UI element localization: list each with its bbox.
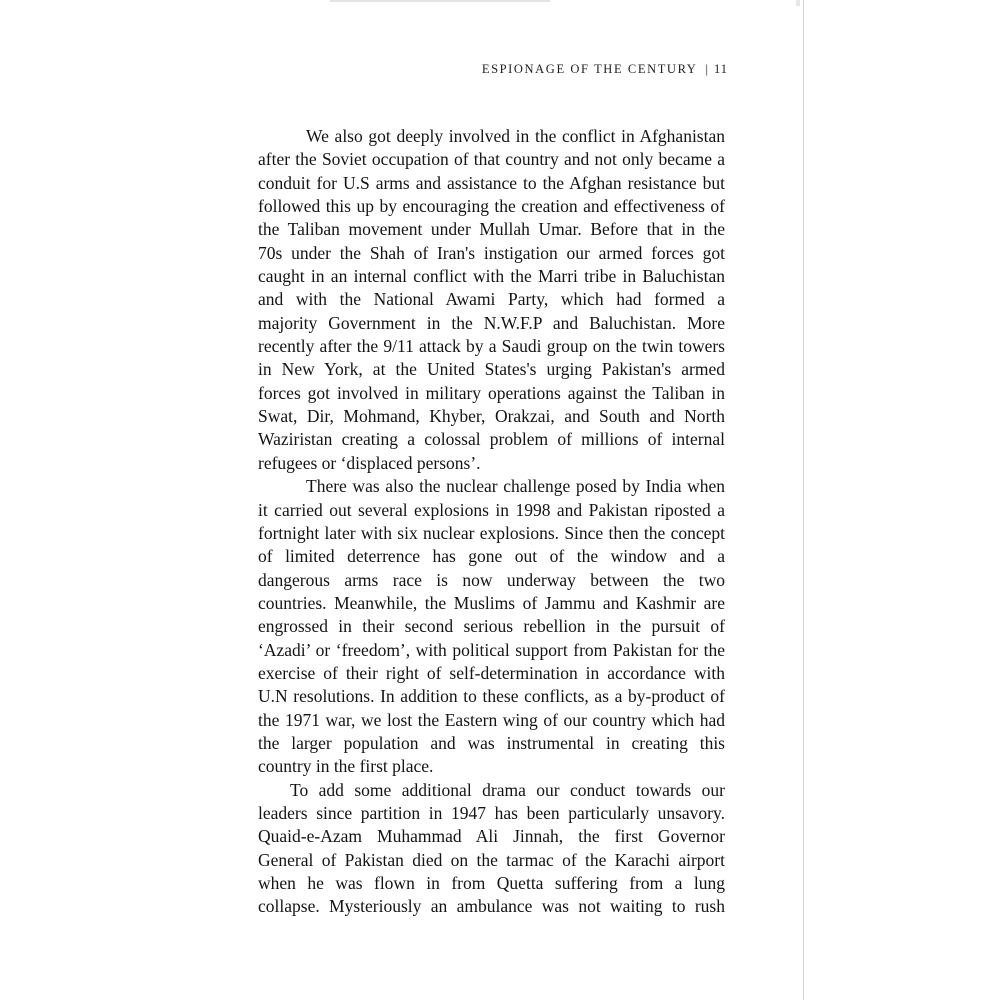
- paragraph-3-line: To add some additional drama our conduct towards our: [290, 779, 725, 800]
- paragraph-1-line: forces got involved in military operations against the Taliban in: [258, 382, 725, 403]
- paragraph-2-line: countries. Meanwhile, the Muslims of Jammu and Kashmir are: [258, 592, 725, 613]
- paragraph-1-line: majority Government in the N.W.F.P and Baluchistan. More: [258, 312, 725, 333]
- top-edge-rule: [330, 0, 550, 2]
- scan-corner-mark: [796, 0, 800, 6]
- paragraph-1-line: caught in an internal conflict with the Marri tribe in Baluchistan: [258, 266, 725, 287]
- paragraph-1-line: recently after the 9/11 attack by a Saudi group on the twin towers: [258, 336, 725, 357]
- paragraph-2-line: dangerous arms race is now underway between the two: [258, 569, 725, 590]
- paragraph-1-line: in New York, at the United States's urging Pakistan's armed: [258, 359, 725, 380]
- paragraph-1-line: after the Soviet occupation of that country and not only became a: [258, 149, 725, 170]
- paragraph-2-line: ‘Azadi’ or ‘freedom’, with political support from Pakistan for the: [258, 639, 725, 660]
- paragraph-1-line: conduit for U.S arms and assistance to the Afghan resistance but: [258, 172, 725, 193]
- body-text: [258, 125, 725, 919]
- paragraph-1-line: Waziristan creating a colossal problem of millions of internal: [258, 429, 725, 450]
- paragraph-2-line: the 1971 war, we lost the Eastern wing of our country which had: [258, 709, 725, 730]
- paragraph-2-line: exercise of their right of self-determination in accordance with: [258, 662, 725, 683]
- running-header-title: ESPIONAGE OF THE CENTURY: [481, 62, 698, 76]
- paragraph-2-line: the larger population and was instrumental in creating this: [258, 732, 725, 753]
- paragraph-3-line: leaders since partition in 1947 has been particularly unsavory.: [258, 802, 725, 823]
- running-header: [482, 62, 728, 77]
- paragraph-2-line: There was also the nuclear challenge posed by India when: [306, 476, 725, 497]
- page-edge-line: [803, 0, 804, 1000]
- paragraph-1-line: We also got deeply involved in the conflict in Afghanistan: [306, 126, 725, 146]
- paragraph-3-line: collapse. Mysteriously an ambulance was not waiting to rush: [258, 896, 725, 917]
- paragraph-2-line: fortnight later with six nuclear explosions. Since then the concept: [258, 522, 725, 543]
- paragraph-1-line: 70s under the Shah of Iran's instigation our armed forces got: [258, 242, 725, 263]
- paragraph-2-line: U.N resolutions. In addition to these conflicts, as a by-product of: [258, 686, 725, 707]
- page-number: 11: [713, 62, 728, 76]
- paragraph-2-line: engrossed in their second serious rebellion in the pursuit of: [258, 616, 725, 637]
- paragraph-1-line: and with the National Awami Party, which had formed a: [258, 289, 725, 310]
- paragraph-2-line: country in the first place.: [258, 756, 434, 777]
- paragraph-1-line: the Taliban movement under Mullah Umar. Before that in the: [258, 219, 725, 240]
- paragraph-1-line: followed this up by encouraging the creation and effectiveness of: [258, 196, 725, 217]
- paragraph-3-line: General of Pakistan died on the tarmac of the Karachi airport: [258, 849, 725, 870]
- paragraph-1-line: refugees or ‘displaced persons’.: [258, 452, 481, 473]
- paragraph-3-line: when he was flown in from Quetta suffering from a lung: [258, 873, 725, 893]
- running-header-separator: |: [705, 62, 708, 76]
- paragraph-2-line: of limited deterrence has gone out of the window and a: [258, 546, 725, 567]
- paragraph-2-line: it carried out several explosions in 1998 and Pakistan riposted a: [258, 499, 725, 520]
- paragraph-1-line: Swat, Dir, Mohmand, Khyber, Orakzai, and South and North: [258, 406, 725, 427]
- paragraph-3-line: Quaid-e-Azam Muhammad Ali Jinnah, the first Governor: [258, 826, 725, 847]
